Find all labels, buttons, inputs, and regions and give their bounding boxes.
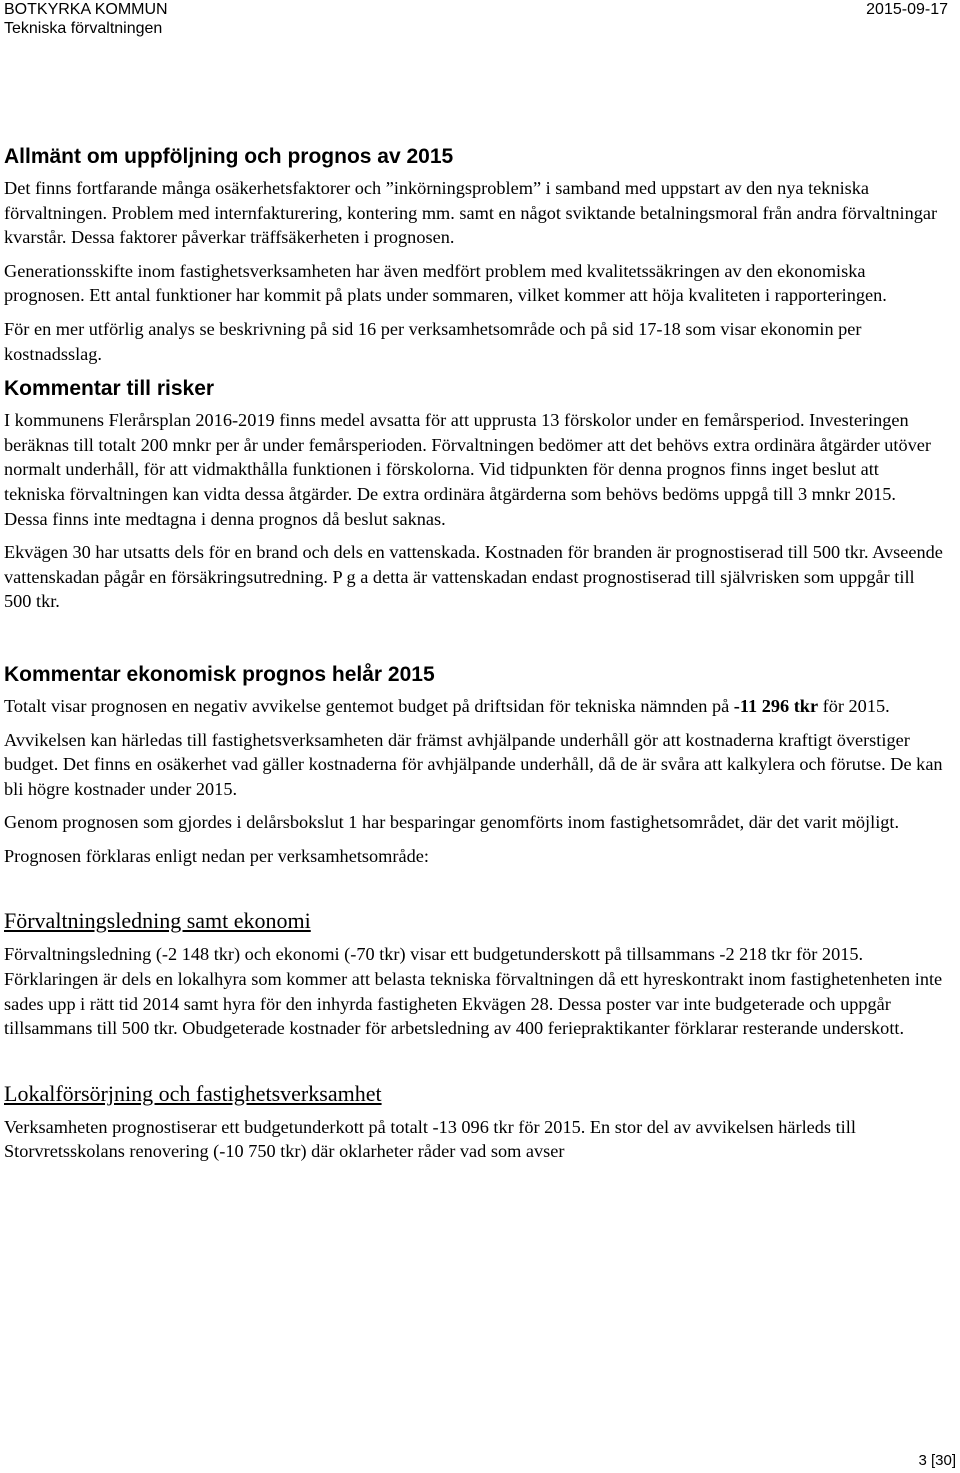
paragraph: Generationsskifte inom fastighetsverksamheten har även medfört problem med kvalitetssäkringen av den ekonomiska prognosen. Ett antal funktioner har kommit på plats under sommaren, vilket kommer att höja kvaliteten i rapporteringen. — [4, 260, 887, 306]
paragraph: I kommunens Flerårsplan 2016-2019 finns medel avsatta för att upprusta 13 förskolor under en femårsperiod. Investeringen beräknas till totalt 200 mnkr per år under femårsperioden. Förvaltningen bedömer att det behövs extra ordinära åtgärder utöver normalt underhåll, för att vidmakthålla funktionen i förskolorna. Vid tidpunkten för denna prognos finns inget beslut att tekniska förvaltningen kan vidta dessa åtgärder. De extra ordinära åtgärderna som behövs bedöms uppgå till 3 mnkr 2015. Dessa finns inte medtagna i denna prognos då beslut saknas. — [4, 410, 931, 529]
heading-risks: Kommentar till risker — [4, 377, 215, 401]
page-header — [4, 0, 948, 40]
text-span: för 2015. — [818, 695, 890, 716]
paragraph: Det finns fortfarande många osäkerhetsfaktorer och ”inkörningsproblem” i samband med uppstart av den nya tekniska förvaltningen. Problem med internfakturering, kontering mm. samt en något sviktande betalningsmoral från andra förvaltningar kvarstår. Dessa faktorer påverkar träffsäkerheten i prognosen. — [4, 178, 938, 248]
page-number: 3 [30] — [918, 1452, 956, 1469]
paragraph: Verksamheten prognostiserar ett budgetunderkott på totalt -13 096 tkr för 2015. En stor del av avvikelsen härleds till Storvretsskolans renovering (-10 750 tkr) där oklarheter råder vad som avser — [4, 1116, 856, 1162]
paragraph-total-deviation — [4, 694, 944, 719]
document-body — [4, 143, 944, 1173]
paragraph: Prognosen förklaras enligt nedan per verksamhetsområde: — [4, 845, 429, 866]
department-name: Tekniska förvaltningen — [4, 20, 163, 37]
paragraph: Ekvägen 30 har utsatts dels för en brand och dels en vattenskada. Kostnaden för branden är prognostiserad till 500 tkr. Avseende vattenskadan pågår en försäkringsutredning. P g a detta är vattenskadan endast prognostiserad till självrisken som uppgår till 500 tkr. — [4, 542, 943, 612]
paragraph: Genom prognosen som gjordes i delårsbokslut 1 har besparingar genomförts inom fastighetsområdet, där det varit möjligt. — [4, 812, 900, 833]
org-name: BOTKYRKA KOMMUN — [4, 1, 168, 18]
header-date: 2015-09-17 — [866, 1, 948, 18]
heading-forecast: Kommentar ekonomisk prognos helår 2015 — [4, 662, 435, 686]
paragraph: Förvaltningsledning (-2 148 tkr) och ekonomi (-70 tkr) visar ett budgetunderskott på tillsammans -2 218 tkr för 2015. Förklaringen är dels en lokalhyra som kommer att belasta tekniska förvaltningen då ett hyreskontrakt inom fastighetenheten inte sades upp i rätt tid 2014 samt hyra för den inhyrda fastigheten Ekvägen 28. Dessa poster var inte budgeterade och uppgår tillsammans till 500 tkr. Obudgeterade kostnader för arbetsledning av 400 feriepraktikanter förklarar resterande underskott. — [4, 944, 943, 1039]
deviation-amount: -11 296 tkr — [733, 695, 819, 716]
paragraph: För en mer utförlig analys se beskrivning på sid 16 per verksamhetsområde och på sid 17-18 som visar ekonomin per kostnadsslag. — [4, 318, 862, 364]
heading-premises-property: Lokalförsörjning och fastighetsverksamhet — [4, 1080, 382, 1106]
spacer — [4, 1050, 944, 1080]
spacer — [4, 877, 944, 907]
header-left — [4, 0, 168, 38]
heading-management-economy: Förvaltningsledning samt ekonomi — [4, 908, 311, 934]
spacer — [4, 623, 944, 661]
text-span: Totalt visar prognosen en negativ avvikelse gentemot budget på driftsidan för tekniska nämnden på — [4, 695, 734, 716]
heading-follow-up: Allmänt om uppföljning och prognos av 2015 — [4, 145, 454, 168]
paragraph: Avvikelsen kan härledas till fastighetsverksamheten där främst avhjälpande underhåll gör att kostnaderna kraftigt överstiger budget. Det finns en osäkerhet vad gäller kostnaderna för avhjälpande underhåll, då de är svåra att kalkylera och förutse. De kan bli högre kostnader under 2015. — [4, 729, 943, 799]
